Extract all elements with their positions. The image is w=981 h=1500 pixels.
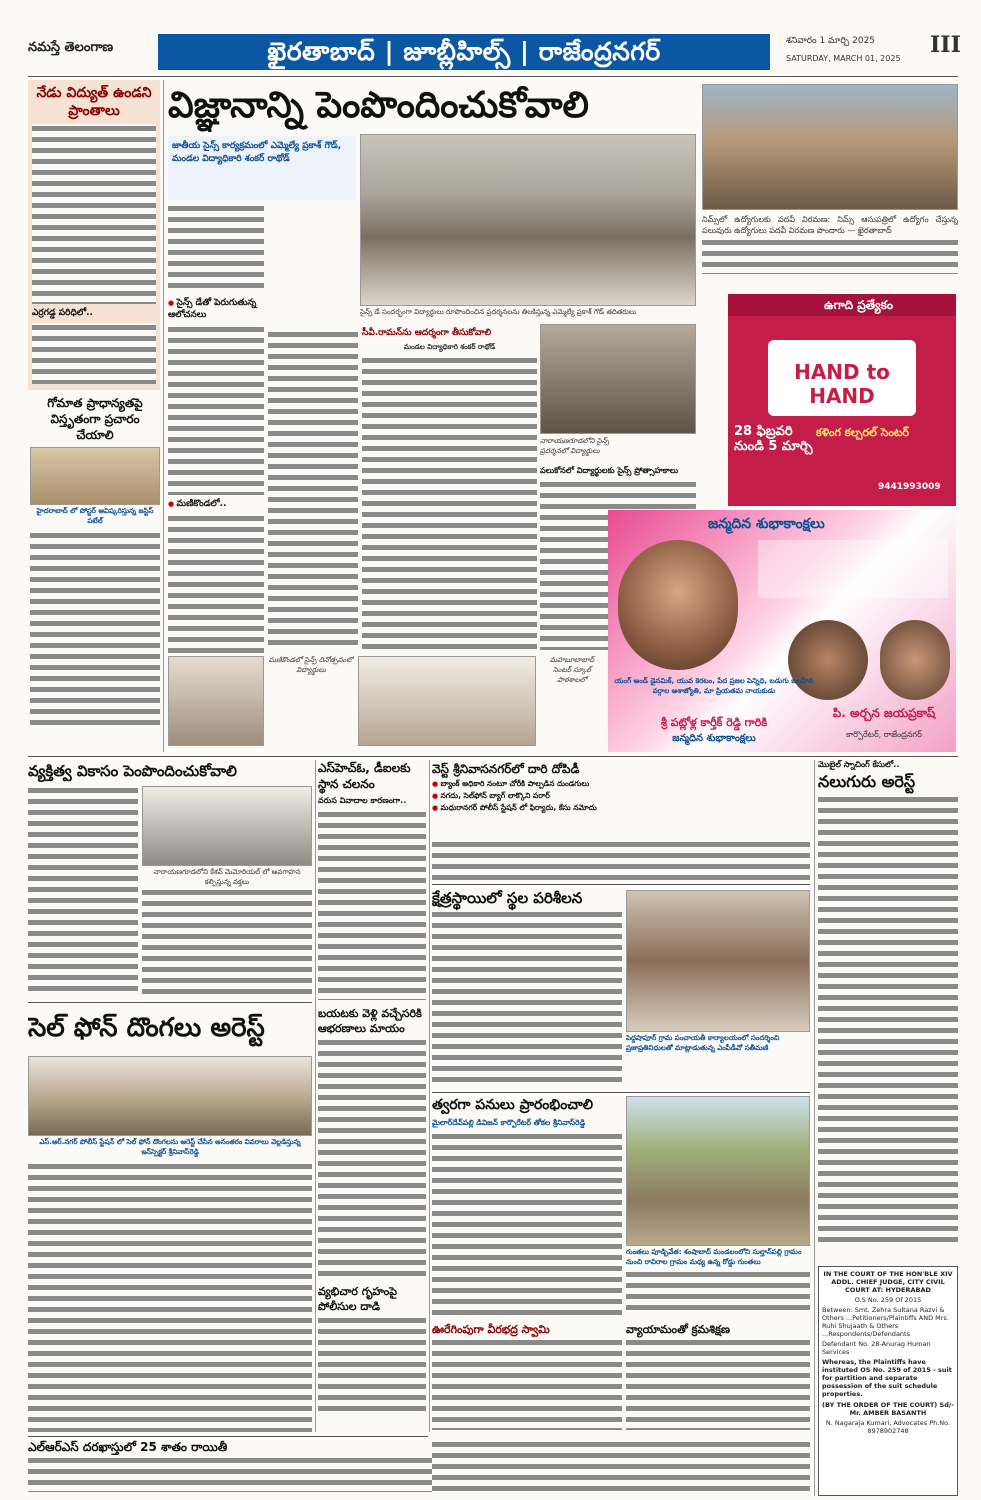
retirement-article [702, 214, 958, 290]
cellphone-photo [28, 1056, 312, 1136]
cellphone-headline-wrap [28, 1008, 312, 1052]
birthday-greeting-top: జన్మదిన శుభాకాంక్షలు [708, 516, 825, 532]
legal-court: IN THE COURT OF THE HON'BLE XIV ADDL. CHIEF JUDGE, CITY CIVIL COURT AT: HYDERABAD [823, 1270, 953, 1294]
ugadi-title: ఉగాది ప్రత్యేకం [824, 298, 893, 312]
jewellery-body [318, 1038, 426, 1278]
science-sub1: ● సైన్స్ డేతో పెరుగుతున్న ఆలోచనలు [168, 298, 264, 322]
ugadi-phone: 9441993009 [878, 482, 941, 492]
transfer-sub: వరుస వివాదాల కారణంగా.. [318, 796, 407, 805]
cv-raman-heading: సీవీ.రామన్‌ను ఆదర్శంగా తీసుకోవాలి [362, 328, 492, 338]
page-number: III [930, 32, 961, 58]
legal-defendant: Defendant No. 28-Anurag Human Services [822, 1340, 931, 1356]
personality-col-b [142, 888, 312, 998]
science-photo-b [540, 324, 696, 434]
gomata-body [30, 531, 160, 725]
birthday-portrait-1 [618, 540, 738, 670]
legal-os: O.S No. 259 Of 2015 [854, 1296, 922, 1304]
road-repair-body-wrap [626, 1270, 810, 1316]
science-photo-b-caption: నారాయణగూడలోని సైన్స్ ప్రదర్శనలో విద్యార్థులు [540, 437, 610, 455]
robbery-body [432, 840, 810, 880]
legal-by: (BY THE ORDER OF THE COURT) Sd/- Mr. AMBER BASANTH [822, 1401, 954, 1417]
power-heading: నేడు విద్యుత్ ఉండని ప్రాంతాలు [36, 85, 152, 119]
birthday-ad [608, 510, 956, 752]
gomata-photo [30, 447, 160, 505]
arrest-kicker: మొబైల్ స్నాచింగ్ కేసులో.. [818, 760, 900, 769]
robbery-body-wrap [432, 840, 810, 880]
date-telugu: శనివారం 1 మార్చి 2025 [786, 36, 876, 46]
retirement-text: నిమ్స్‌లో ఉద్యోగులకు పదవీ విరమణ: నిమ్స్ ఆసుపత్రిలో ఉద్యోగం చేస్తున్న పలువురు ఉద్యోగులు పదవీ విరమణ పొందారు — ఖైరతాబాద్ [702, 215, 958, 235]
science-body-b [268, 330, 358, 650]
science-photo-d [358, 656, 536, 746]
brothel-headline: వ్యభిచార గృహంపై పోలీసుల దాడి [318, 1285, 398, 1313]
fold-rule [28, 756, 958, 757]
robbery-b3: ● మధురానగర్ పోలీస్ స్టేషన్ లో ఫిర్యాదు, కేసు నమోదు [432, 803, 810, 814]
science-col-b [268, 330, 358, 650]
robbery-article [432, 760, 810, 840]
personality-photo [142, 786, 312, 866]
science-caption-b: పలుకోనలో విద్యార్థులకు సైన్స్ ప్రోత్సాహకాలు [540, 466, 679, 475]
col-divider-4 [814, 760, 815, 1496]
transfer-body [318, 810, 426, 1000]
road-repair-caption: గుంతలు పూడ్చివేత: శంషాబాద్ మండలంలోని సుల్తాన్‌పల్లి గ్రామం నుంచి రావిరాల గ్రామం మధ్య ఉన్న రోడ్డు గుంతలు [626, 1248, 802, 1266]
col-divider-1 [163, 80, 164, 752]
science-small-caption-3: మహబూబాబాద్ సెంటర్ స్కూల్ పాఠశాలలో [549, 656, 595, 684]
gomata-heading: గోమాత ప్రాధాన్యతపై విస్తృతంగా ప్రచారం చేయాలి [47, 396, 143, 442]
date-english: SATURDAY, MARCH 01, 2025 [786, 54, 901, 63]
robbery-headline: వెస్ట్ శ్రీనివాసనగర్‌లో దారి దోపిడీ [432, 762, 580, 776]
exercise-article [626, 1322, 810, 1434]
science-sub2: ● మణికొండలో.. [168, 499, 264, 511]
retirement-photo [702, 84, 958, 210]
procession-body [432, 1338, 622, 1430]
gomata-caption: హైదరాబాద్ లో పోస్టర్ ఆవిష్కరిస్తున్న జస్టిస్ పటేల్ [36, 507, 154, 525]
quick-work-headline: త్వరగా పనులు ప్రారంభించాలి [432, 1097, 594, 1113]
cellphone-text [28, 1162, 312, 1432]
power-sub: ఎర్రగడ్డ పరిధిలో.. [32, 308, 93, 318]
field-rule [432, 884, 810, 885]
personality-body-b [142, 888, 312, 998]
science-kicker-box [168, 136, 356, 200]
science-body-a1 [168, 204, 264, 294]
science-photo-c [168, 656, 264, 746]
col-divider-3 [429, 760, 430, 1432]
cellphone-headline: సెల్ ఫోన్ దొంగలు అరెస్ట్ [28, 1013, 265, 1043]
birthday-name1: శ్రీ పట్లోళ్ల కార్తీక్ రెడ్డి గారికి [660, 716, 768, 729]
science-small-caption-2: మణికొండలో సైన్స్ దినోత్సవంలో విద్యార్థులు [268, 656, 354, 674]
lrs-headline: ఎల్ఆర్ఎస్ దరఖాస్తులో 25 శాతం రాయితీ [28, 1440, 228, 1454]
personality-headline-wrap [28, 760, 312, 784]
personality-caption: నారాయణగూడలోని కేశవ్ మెమోరియల్ లో అవగాహన కల్పిస్తున్న వక్తలు [153, 868, 301, 886]
lrs-article [28, 1438, 448, 1498]
birthday-name1-sub: జన్మదిన శుభాకాంక్షలు [672, 733, 756, 744]
legal-whereas: Whereas, the Plaintiffs have instituted OS No. 259 of 2015 - suit for partition and separate possession of the suit schedule properties. [822, 1358, 952, 1398]
brothel-body [318, 1316, 426, 1416]
jewellery-headline: బయటకు వెళ్లి వచ్చేసరికి ఆభరణాలు మాయం [318, 1007, 422, 1035]
power-outage-article [32, 84, 156, 384]
retirement-body [702, 238, 958, 274]
science-photo-row-cap-2 [540, 656, 604, 746]
cellphone-rule [28, 1002, 312, 1003]
robbery-b2: ● నగదు, సెల్‌ఫోన్ బ్యాగ్ లాక్కొని పరార్ [432, 791, 810, 802]
birthday-name2: పి. అర్చన జయప్రకాష్ [832, 706, 936, 720]
arrest-body [818, 795, 958, 1245]
quick-work-article [432, 1096, 622, 1316]
bottom-mid-text [432, 1440, 810, 1496]
quick-work-body [432, 1132, 622, 1316]
science-headline-wrap [168, 84, 698, 132]
legal-advocate: N. Nagaraja Kumari, Advocates Ph.No. 8978902748 [825, 1419, 951, 1435]
field-caption: పెద్దషాపూర్ గ్రామ పంచాయతీ కార్యాలయంలో సందర్శించి ప్రజాప్రతినిధులతో మాట్లాడుతున్న ఎంపీడీవో సతీమణి [626, 1034, 780, 1052]
masthead-rule [28, 76, 958, 77]
birthday-name2-sub: కార్పొరేటర్, రాజేంద్రనగర్ [846, 730, 922, 739]
arrest-headline: నలుగురు అరెస్ట్ [818, 772, 916, 791]
cellphone-body [28, 1162, 312, 1432]
science-body-a2 [168, 325, 264, 495]
cv-raman-byline: మండల విద్యాధికారి శంకర్ రాథోడ్ [403, 343, 496, 351]
gomata-article [30, 395, 160, 725]
area-title: ఖైరతాబాద్ | జూబ్లీహిల్స్ | రాజేంద్రనగర్ [158, 34, 770, 70]
ugadi-logo: HAND to HAND [794, 360, 890, 408]
power-body-2 [32, 323, 156, 384]
legal-between: Between: Smt. Zehra Sultana Razvi & Others ...Petitioners/Plaintiffs AND Mrs. Ruhi Shujaath & Others ...Respondents/Defendants [822, 1306, 949, 1338]
field-photo [626, 890, 810, 1032]
robbery-b1: ● బ్యాంక్ అధికారి నంటూ చోరీకి పాల్పడిన దుండగులు [432, 779, 810, 790]
col-divider-2 [315, 760, 316, 1432]
lrs-rule [28, 1436, 428, 1437]
field-article [432, 888, 622, 1088]
masthead [28, 32, 961, 70]
birthday-portrait-3 [880, 620, 950, 700]
quick-rule [432, 1092, 810, 1093]
personality-body-a [28, 786, 138, 996]
science-main-photo [360, 134, 696, 306]
cv-raman-article [362, 324, 537, 654]
procession-headline: ఊరేగింపుగా వీరభద్ర స్వామి [432, 1323, 550, 1336]
science-headline: విజ్ఞానాన్ని పెంపొందించుకోవాలి [168, 85, 589, 126]
lrs-body [28, 1456, 448, 1492]
exercise-headline: వ్యాయామంతో క్రమశిక్షణ [626, 1323, 730, 1336]
field-body [432, 910, 622, 1086]
personality-headline: వ్యక్తిత్వ వికాసం పెంపొందించుకోవాలి [28, 762, 237, 780]
brand-name: నమస్తే తెలంగాణ [28, 40, 114, 55]
personality-col-a [28, 786, 138, 996]
procession-article [432, 1322, 622, 1434]
cellphone-caption: ఎస్.ఆర్.నగర్ పోలీస్ స్టేషన్ లో సెల్ ఫోన్ దొంగలను అరెస్ట్ చేసిన అనంతరం వివరాలు వెల్లడిస్తున్న ఇన్‌స్పెక్టర్ శ్రీనివాస్‌రెడ్డి [39, 1138, 301, 1156]
science-photo-row-cap-1 [268, 656, 354, 746]
transfer-headline: ఎస్‌హెచ్ఓ, డీఐలకు స్థాన చలనం [318, 761, 411, 791]
ugadi-venue: కళింగ కల్చరల్ సెంటర్ [816, 426, 909, 439]
science-kicker: జాతీయ సైన్స్ కార్యక్రమంలో ఎమ్మెల్యే ప్రకాశ్ గౌడ్, మండల విద్యాధికారి శంకర్ రాథోడ్ [172, 141, 342, 164]
field-headline: క్షేత్రస్థాయిలో స్థల పరిశీలన [432, 889, 583, 907]
birthday-leaders-row [758, 540, 948, 598]
birthday-tagline: యంగ్ అండ్ డైనమిక్, యువ కెరటం, పేద ప్రజల పెన్నిధి, బడుగు బలహీన వర్గాల ఆశాజ్యోతి, మా ప్రియతమ నాయకుడు [614, 677, 814, 695]
cv-raman-body [362, 356, 537, 654]
transfer-column [318, 760, 426, 1432]
science-photo-caption: సైన్స్ డే సందర్భంగా విద్యార్థులు రూపొందించిన ప్రదర్శనలను తిలకిస్తున్న ఎమ్మెల్యే ప్రకాశ్ గౌడ్ తదితరులు [360, 308, 637, 316]
arrest-article [818, 760, 958, 1260]
power-body [32, 124, 156, 304]
bottom-mid-body [432, 1440, 810, 1496]
road-repair-photo [626, 1096, 810, 1246]
legal-notice [818, 1266, 958, 1496]
ugadi-dates: 28 ఫిబ్రవరి నుండి 5 మార్చి [734, 424, 813, 454]
exercise-body [626, 1338, 810, 1430]
quick-work-sub: మైలార్‌దేవ్‌పల్లి డివిజన్ కార్పొరేటర్ తోకల శ్రీనివాస్‌రెడ్డి [432, 1118, 586, 1127]
science-body-a3 [168, 514, 264, 664]
ugadi-ad [728, 294, 956, 506]
road-repair-body [626, 1270, 810, 1316]
